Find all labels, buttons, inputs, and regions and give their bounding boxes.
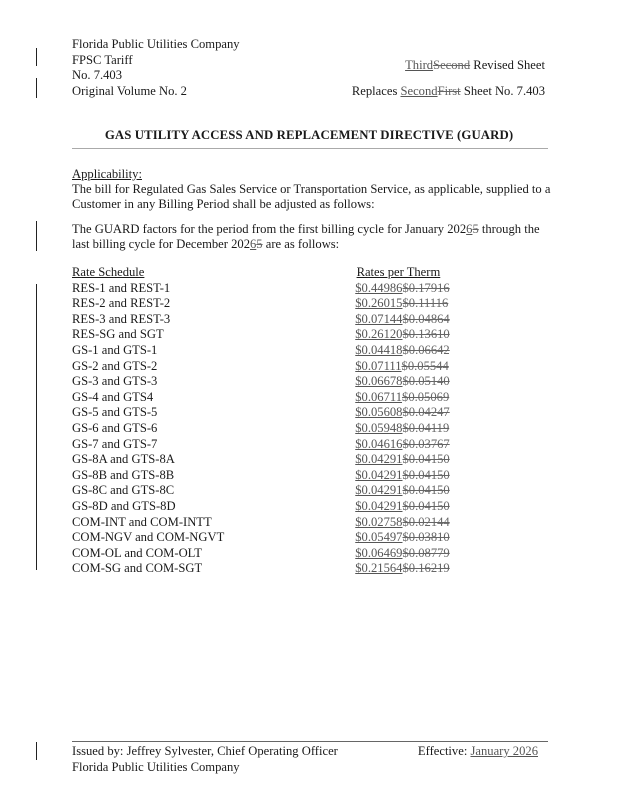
rate-schedule-cell: GS-6 and GTS-6 xyxy=(72,420,158,435)
rate-cell xyxy=(355,561,492,577)
footer-company: Florida Public Utilities Company xyxy=(72,759,240,774)
table-row xyxy=(72,343,492,359)
rate-schedule-cell: GS-8A and GTS-8A xyxy=(72,452,175,467)
rate-cell xyxy=(355,343,492,359)
rate-schedule-cell: COM-OL and COM-OLT xyxy=(72,545,202,560)
rate-schedule-cell: GS-7 and GTS-7 xyxy=(72,436,158,451)
table-row xyxy=(72,359,492,375)
rate-cell xyxy=(355,468,492,484)
rate-new: $0.44986 xyxy=(355,280,403,295)
rate-schedule-cell: GS-3 and GTS-3 xyxy=(72,374,158,389)
column-header-rates-per-therm: Rates per Therm xyxy=(356,265,441,279)
rate-schedule-cell: RES-3 and REST-3 xyxy=(72,311,171,326)
effective-date-line xyxy=(418,744,538,760)
rate-table xyxy=(72,265,492,577)
replaces-old: First xyxy=(437,84,461,98)
rate-schedule-cell: GS-2 and GTS-2 xyxy=(72,358,158,373)
revised-sheet-line xyxy=(325,52,545,78)
table-row xyxy=(72,281,492,297)
header-left xyxy=(72,37,240,99)
rate-cell xyxy=(355,452,492,468)
table-row xyxy=(72,468,492,484)
table-row xyxy=(72,405,492,421)
rate-new: $0.02758 xyxy=(355,514,403,529)
tariff-label: FPSC Tariff xyxy=(72,52,133,67)
table-row xyxy=(72,296,492,312)
rate-schedule-cell: COM-NGV and COM-NGVT xyxy=(72,530,225,545)
rate-old: $0.16219 xyxy=(402,561,450,576)
table-row xyxy=(72,312,492,328)
revision-bar-header-2 xyxy=(36,78,37,98)
applicability-section xyxy=(72,167,552,213)
rate-cell xyxy=(355,405,492,421)
rate-new: $0.04291 xyxy=(355,498,403,513)
table-body xyxy=(72,281,492,577)
table-row xyxy=(72,483,492,499)
rate-cell xyxy=(355,437,492,453)
rate-new: $0.05608 xyxy=(355,405,403,420)
rate-schedule-cell: RES-2 and REST-2 xyxy=(72,296,171,311)
table-row xyxy=(72,561,492,577)
rate-schedule-cell: GS-8D and GTS-8D xyxy=(72,498,176,513)
table-row xyxy=(72,421,492,437)
table-row xyxy=(72,390,492,406)
rate-new: $0.04291 xyxy=(355,467,403,482)
rate-old: $0.05544 xyxy=(401,358,449,373)
header-right xyxy=(325,52,545,104)
period-paragraph: The GUARD factors for the period from the first billing cycle for January 20265 through the last billing cycle for December 20265 are as follows: xyxy=(72,222,540,252)
rate-cell xyxy=(355,359,492,375)
rate-cell xyxy=(355,296,492,312)
rate-old: $0.08779 xyxy=(402,545,450,560)
revised-new: Third xyxy=(405,58,434,72)
rate-new: $0.07111 xyxy=(355,358,402,373)
rate-new: $0.21564 xyxy=(355,561,403,576)
year1-new: 6 xyxy=(466,222,473,236)
table-row xyxy=(72,499,492,515)
rate-new: $0.05497 xyxy=(355,530,403,545)
rate-old: $0.05140 xyxy=(402,374,450,389)
rate-new: $0.04418 xyxy=(355,342,403,357)
replaces-suffix: Sheet No. 7.403 xyxy=(460,84,545,98)
tariff-number: No. 7.403 xyxy=(72,68,123,82)
table-header-row xyxy=(72,265,492,281)
rate-old: $0.04150 xyxy=(402,452,450,467)
column-header-rate-schedule: Rate Schedule xyxy=(72,265,145,279)
company-name: Florida Public Utilities Company xyxy=(72,37,240,51)
rate-cell xyxy=(355,515,492,531)
table-row xyxy=(72,437,492,453)
replaces-new: Second xyxy=(400,84,438,98)
rate-old: $0.04247 xyxy=(402,405,450,420)
rate-old: $0.17916 xyxy=(402,280,450,295)
rate-cell xyxy=(355,281,492,297)
page-title: GAS UTILITY ACCESS AND REPLACEMENT DIRECTIVE (GUARD) xyxy=(104,128,514,142)
replaces-sheet-line xyxy=(325,78,545,104)
revised-suffix: Revised Sheet xyxy=(470,58,545,72)
year1-old: 5 xyxy=(472,222,479,236)
revised-old: Second xyxy=(433,58,471,72)
rate-cell xyxy=(355,483,492,499)
rate-old: $0.02144 xyxy=(402,514,450,529)
table-row xyxy=(72,327,492,343)
replaces-prefix: Replaces xyxy=(351,84,401,98)
rate-old: $0.13610 xyxy=(402,327,450,342)
issued-by: Issued by: Jeffrey Sylvester, Chief Operating Officer xyxy=(72,744,338,758)
revision-bar-table xyxy=(36,284,37,570)
volume-label: Original Volume No. 2 xyxy=(72,83,187,98)
table-row xyxy=(72,452,492,468)
rate-new: $0.04616 xyxy=(355,436,403,451)
applicability-heading: Applicability: xyxy=(72,167,142,181)
rate-cell xyxy=(355,421,492,437)
rate-new: $0.06469 xyxy=(355,545,403,560)
rate-schedule-cell: RES-SG and SGT xyxy=(72,327,164,342)
rate-new: $0.04291 xyxy=(355,452,403,467)
rate-old: $0.04864 xyxy=(402,311,450,326)
rate-schedule-cell: GS-5 and GTS-5 xyxy=(72,405,158,420)
rate-new: $0.07144 xyxy=(355,311,403,326)
effective-label: Effective: xyxy=(417,744,471,758)
rate-cell xyxy=(355,327,492,343)
rate-schedule-cell: GS-8B and GTS-8B xyxy=(72,467,175,482)
rate-new: $0.26120 xyxy=(355,327,403,342)
table-row xyxy=(72,546,492,562)
rate-cell xyxy=(355,546,492,562)
rate-schedule-cell: GS-4 and GTS4 xyxy=(72,389,154,404)
year2-old: 5 xyxy=(256,237,263,252)
rate-schedule-cell: GS-1 and GTS-1 xyxy=(72,342,158,357)
table-row xyxy=(72,374,492,390)
rate-old: $0.11116 xyxy=(402,296,449,311)
rate-cell xyxy=(355,374,492,390)
rate-schedule-cell: RES-1 and REST-1 xyxy=(72,280,171,295)
rate-cell xyxy=(355,390,492,406)
rate-old: $0.03767 xyxy=(402,436,450,451)
rate-schedule-cell: COM-SG and COM-SGT xyxy=(72,561,203,576)
table-row xyxy=(72,515,492,531)
rate-cell xyxy=(355,312,492,328)
rate-new: $0.06711 xyxy=(355,389,403,404)
footer-divider xyxy=(72,741,548,742)
effective-date: January 2026 xyxy=(470,744,538,758)
rate-new: $0.06678 xyxy=(355,374,403,389)
rate-cell xyxy=(355,530,492,546)
applicability-text: The bill for Regulated Gas Sales Service or Transportation Service, as applicable, supplied to a Customer in any Billing Period shall be adjusted as follows: xyxy=(72,182,551,212)
rate-old: $0.06642 xyxy=(402,342,450,357)
revision-bar-period xyxy=(36,221,37,251)
rate-old: $0.04119 xyxy=(402,420,450,435)
revision-bar-footer xyxy=(36,742,37,760)
rate-old: $0.04150 xyxy=(402,498,450,513)
rate-old: $0.04150 xyxy=(402,483,450,498)
footer xyxy=(72,744,548,775)
rate-cell xyxy=(355,499,492,515)
table-row xyxy=(72,530,492,546)
rate-new: $0.05948 xyxy=(355,420,403,435)
rate-old: $0.05069 xyxy=(402,389,450,404)
rate-schedule-cell: COM-INT and COM-INTT xyxy=(72,514,212,529)
revision-bar-header-1 xyxy=(36,48,37,66)
rate-old: $0.04150 xyxy=(402,467,450,482)
title-divider xyxy=(72,148,548,149)
year2-new: 6 xyxy=(250,237,257,252)
rate-schedule-cell: GS-8C and GTS-8C xyxy=(72,483,175,498)
rate-old: $0.03810 xyxy=(402,530,450,545)
rate-new: $0.26015 xyxy=(355,296,403,311)
rate-new: $0.04291 xyxy=(355,483,403,498)
